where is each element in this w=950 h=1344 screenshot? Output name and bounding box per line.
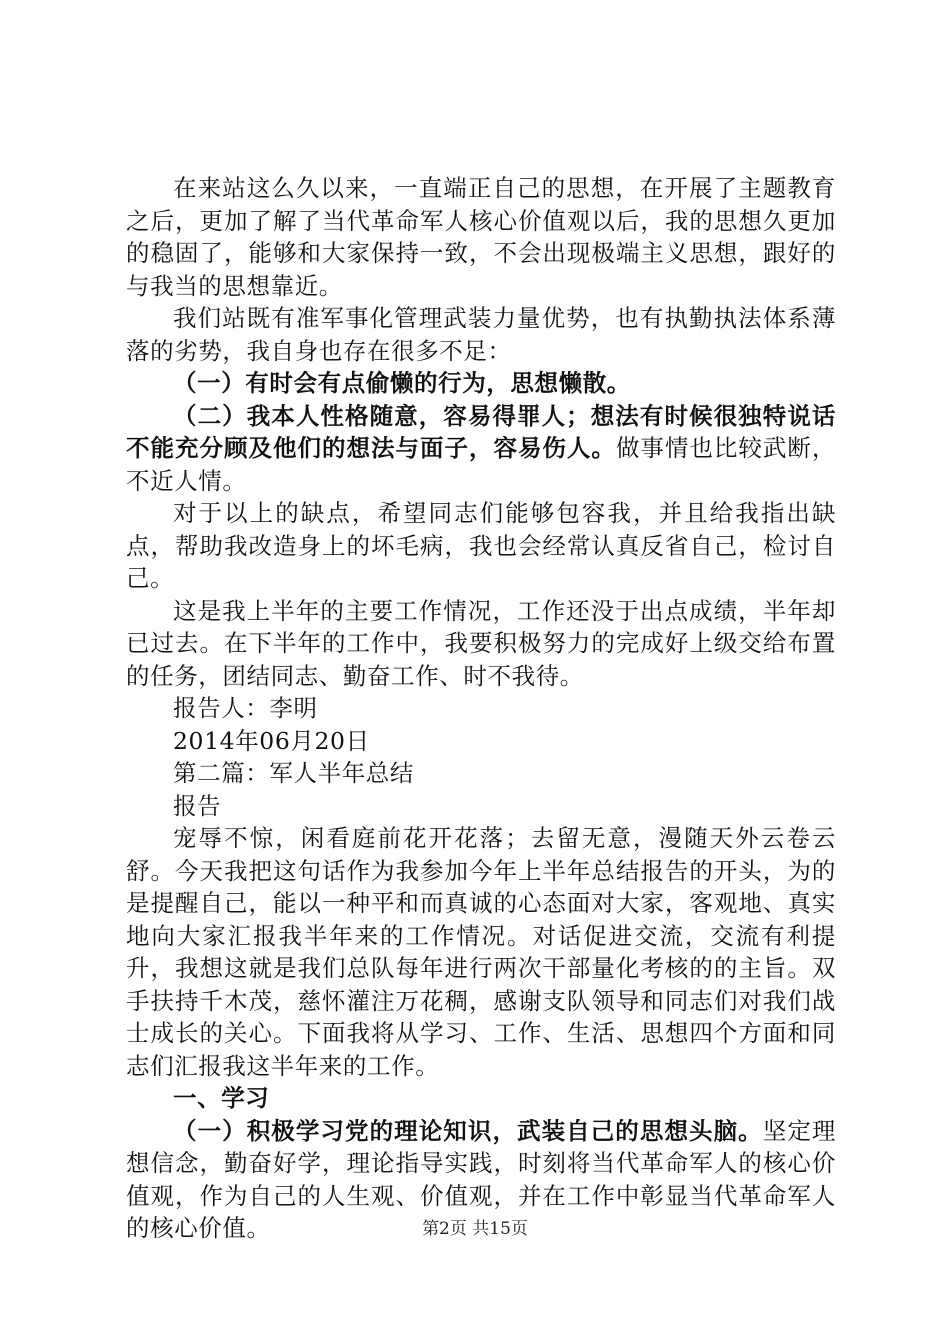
report-word: 报告 bbox=[173, 791, 222, 820]
paragraph-text: 这是我上半年的主要工作情况，工作还没于出点成绩，半年却已过去。在下半年的工作中，我要积极努力的完成好上级交给布置的任务，团结同志、勤奋工作、时不我待。 bbox=[126, 596, 836, 690]
paragraph-2 bbox=[126, 302, 836, 367]
paragraph-4 bbox=[126, 400, 836, 498]
paragraph-text: 我们站既有准军事化管理武装力量优势，也有执勤执法体系薄落的劣势，我自身也存在很多不足： bbox=[126, 304, 836, 365]
heading-study bbox=[126, 1082, 836, 1115]
reporter-name: 报告人：李明 bbox=[173, 694, 318, 722]
paragraph-6 bbox=[126, 595, 836, 693]
bold-heading: （一）积极学习党的理论知识，武装自己的思想头脑。 bbox=[173, 1116, 763, 1145]
paragraph-text: 坚定理想信念，勤奋好学，理论指导实践，时刻将当代革命军人的核心价值观，作为自己的人生观、价值观，并在工作中彰显当代革命军人的核心价值。 bbox=[126, 1116, 836, 1242]
report-word-line bbox=[126, 790, 836, 823]
bold-heading: （一）有时会有点偷懒的行为，思想懒散。 bbox=[173, 369, 631, 397]
paragraph-text: 宠辱不惊，闲看庭前花开花落；去留无意，漫随天外云卷云舒。今天我把这句话作为我参加今年上半年总结报告的开头，为的是提醒自己，能以一种平和而真诚的心态面对大家，客观地、真实地向大家汇报我半年来的工作情况。对话促进交流，交流有利提升，我想这就是我们总队每年进行两次干部量化考核的的主旨。双手扶持千木茂，慈怀灌注万花稠，感谢支队领导和同志们对我们战士成长的关心。下面我将从学习、工作、生活、思想四个方面和同志们汇报我这半年来的工作。 bbox=[126, 824, 836, 1080]
paragraph-11 bbox=[126, 822, 836, 1082]
section-title: 第二篇：军人半年总结 bbox=[173, 759, 414, 787]
paragraph-5 bbox=[126, 497, 836, 595]
paragraph-text: 对于以上的缺点，希望同志们能够包容我，并且给我指出缺点，帮助我改造身上的坏毛病，我也会经常认真反省自己，检讨自己。 bbox=[126, 499, 836, 592]
paragraph-1 bbox=[126, 172, 836, 302]
paragraph-text: 做事情也比较武断，不近人情。 bbox=[126, 434, 837, 495]
report-date: 2014年06月20日 bbox=[173, 726, 370, 755]
page-footer bbox=[0, 1214, 950, 1239]
bold-heading: （二）我本人性格随意，容易得罪人；想法有时候很独特说话不能充分顾及他们的想法与面子，容易伤人。 bbox=[126, 401, 836, 462]
paragraph-text: 在来站这么久以来，一直端正自己的思想，在开展了主题教育之后，更加了解了当代革命军人核心价值观以后，我的思想久更加的稳固了，能够和大家保持一致，不会出现极端主义思想，跟好的与我当的思想靠近。 bbox=[126, 174, 836, 300]
paragraph-3-heading bbox=[126, 367, 836, 400]
page-number: 第2页 共15页 bbox=[422, 1219, 528, 1239]
bold-heading: 一、学习 bbox=[173, 1084, 270, 1112]
document-body bbox=[126, 172, 836, 1245]
reporter-line bbox=[126, 692, 836, 725]
date-line bbox=[126, 725, 836, 758]
section-title-line bbox=[126, 757, 836, 790]
